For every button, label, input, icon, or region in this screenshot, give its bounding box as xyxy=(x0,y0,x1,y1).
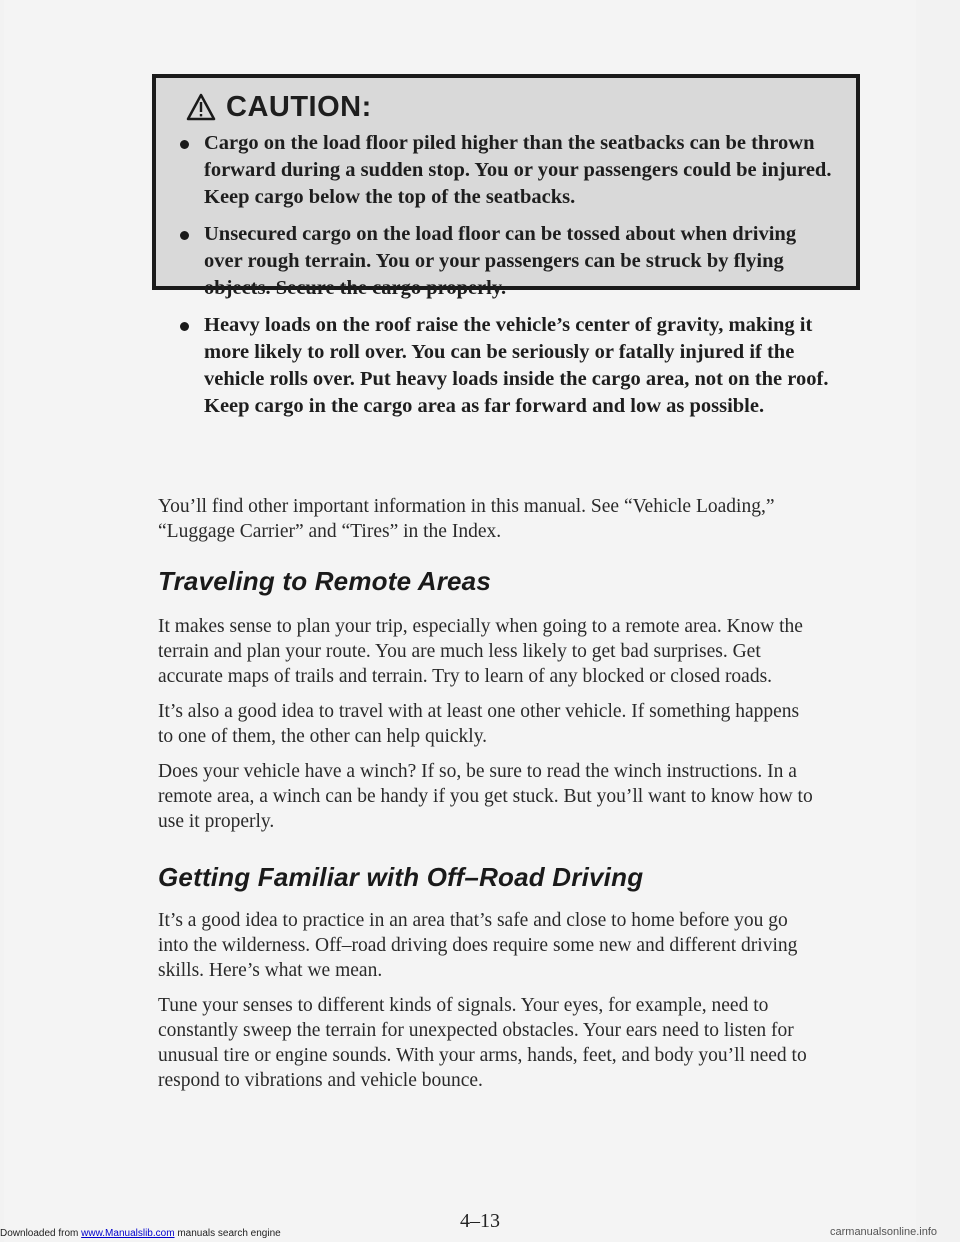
bullet-icon xyxy=(180,231,189,240)
bullet-icon xyxy=(180,322,189,331)
footer-suffix: manuals search engine xyxy=(177,1228,281,1239)
page-number: 4–13 xyxy=(460,1210,500,1232)
paragraph: Tune your senses to different kinds of signals. Your eyes, for example, need to constantly sweep the terrain for unexpected obstacles. Your ears need to listen for unusual tire or engine sounds. With your arms, hands, feet, and body you’ll need to respond to vibrations and vehicle bounce. xyxy=(158,995,807,1091)
paragraph: It’s a good idea to practice in an area that’s safe and close to home before you go into the wilderness. Off–road driving does require some new and different driving skills. Here’s what we mean. xyxy=(158,910,798,981)
footer-prefix: Downloaded from xyxy=(0,1228,79,1239)
paragraph: Does your vehicle have a winch? If so, be sure to read the winch instructions. In a remote area, a winch can be handy if you get stuck. But you’ll want to know how to use it properly. xyxy=(158,761,813,832)
section-heading-remote-areas: Traveling to Remote Areas xyxy=(158,566,491,596)
bullet-icon xyxy=(180,140,189,149)
section-remote-areas-body xyxy=(158,614,818,844)
watermark: carmanualsonline.info xyxy=(830,1226,938,1238)
intro-text: You’ll find other important information in this manual. See “Vehicle Loading,” “Luggage Carrier” and “Tires” in the Index. xyxy=(158,496,775,542)
paragraph: It makes sense to plan your trip, especially when going to a remote area. Know the terrain and plan your route. You are much less likely to get bad surprises. Get accurate maps of trails and terrain. Try to learn of any blocked or closed roads. xyxy=(158,616,803,687)
intro-paragraph xyxy=(158,494,818,554)
caution-item xyxy=(176,312,836,420)
caution-list xyxy=(176,130,836,420)
section-heading-off-road: Getting Familiar with Off–Road Driving xyxy=(158,862,644,892)
paragraph: It’s also a good idea to travel with at least one other vehicle. If something happens to one of them, the other can help quickly. xyxy=(158,701,800,747)
caution-title: CAUTION: xyxy=(226,90,372,123)
warning-triangle-icon xyxy=(186,93,216,121)
caution-box xyxy=(152,74,860,417)
caution-item-text: Unsecured cargo on the load floor can be tossed about when driving over rough terrain. You or your passengers can be struck by flying objects. Secure the cargo properly. xyxy=(204,223,797,299)
download-footer xyxy=(0,1228,281,1239)
caution-item xyxy=(176,130,836,211)
caution-item xyxy=(176,221,836,302)
caution-header xyxy=(176,84,836,130)
caution-item-text: Cargo on the load floor piled higher than the seatbacks can be thrown forward during a sudden stop. You or your passengers could be injured. Keep cargo below the top of the seatbacks. xyxy=(204,132,832,208)
caution-item-text: Heavy loads on the roof raise the vehicle’s center of gravity, making it more likely to roll over. You can be seriously or fatally injured if the vehicle rolls over. Put heavy loads inside the cargo area, not on the roof. Keep cargo in the cargo area as far forward and low as possible. xyxy=(204,314,829,417)
manualslib-link[interactable]: www.Manualslib.com xyxy=(81,1228,175,1239)
section-off-road-body xyxy=(158,908,818,1103)
